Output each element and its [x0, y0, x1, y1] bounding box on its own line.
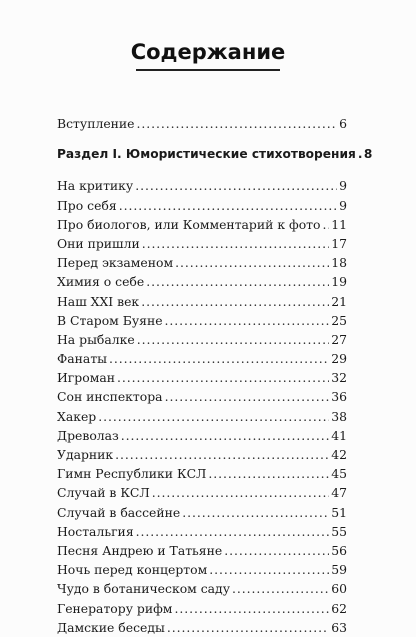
dot-leader — [121, 426, 329, 445]
toc-entry — [57, 234, 347, 253]
toc-entry — [57, 541, 347, 560]
toc-section-page: 8 — [363, 147, 373, 162]
toc-items — [57, 176, 347, 637]
dot-leader — [174, 599, 329, 618]
toc-entry-title: Дамские беседы — [57, 619, 165, 635]
dot-leader — [224, 541, 329, 560]
toc-entry-title: На рыбалке — [57, 331, 135, 347]
toc-entry-page: 47 — [331, 485, 347, 501]
toc-entry — [57, 560, 347, 579]
toc-entry-title: Вступление — [57, 116, 135, 131]
toc-entry-title: Они пришли — [57, 235, 140, 251]
toc-entry-page: 63 — [331, 619, 347, 635]
toc-entry-title: Чудо в ботаническом саду — [57, 581, 230, 597]
toc-entry-title: Ударник — [57, 447, 114, 462]
dot-leader — [322, 215, 329, 234]
toc-entry-page: 9 — [339, 178, 347, 194]
toc-entry — [57, 253, 347, 272]
dot-leader — [142, 234, 330, 253]
table-of-contents — [57, 114, 373, 637]
toc-entry-title: Игроман — [57, 370, 115, 386]
toc-entry-page: 36 — [331, 389, 347, 405]
toc-entry-page: 9 — [339, 197, 347, 213]
toc-entry-title: Ностальгия — [57, 523, 134, 539]
dot-leader — [208, 464, 329, 483]
dot-leader — [115, 445, 329, 464]
page-title: Содержание — [130, 40, 286, 64]
dot-leader — [135, 176, 337, 195]
toc-entry — [57, 368, 347, 387]
toc-entry-title: Генератору рифм — [57, 600, 173, 616]
toc-entry — [57, 349, 347, 368]
toc-entry-page: 42 — [331, 447, 347, 462]
toc-entry-title: Фанаты — [57, 351, 108, 367]
toc-entry-page: 25 — [331, 312, 347, 328]
toc-entry — [57, 522, 347, 541]
toc-entry — [57, 330, 347, 349]
toc-entry — [57, 311, 347, 330]
dot-leader — [117, 368, 329, 387]
toc-entry — [57, 407, 347, 426]
dot-leader — [182, 503, 329, 522]
toc-entry — [57, 176, 347, 195]
toc-entry-page: 32 — [331, 370, 347, 386]
dot-leader — [109, 349, 329, 368]
toc-entry-page: 27 — [331, 331, 347, 347]
toc-entry-page: 59 — [331, 562, 347, 578]
dot-leader — [358, 145, 362, 164]
toc-entry — [57, 599, 347, 618]
toc-entry-page: 11 — [331, 216, 347, 232]
toc-entry-page: 62 — [331, 600, 347, 616]
toc-entry-title: Песня Андрею и Татьяне — [57, 542, 223, 558]
toc-entry-page: 18 — [331, 255, 347, 271]
dot-leader — [141, 292, 329, 311]
toc-entry-page: 19 — [331, 274, 347, 290]
toc-entry — [57, 215, 347, 234]
toc-entry — [57, 426, 347, 445]
toc-entry — [57, 503, 347, 522]
toc-entry-page: 45 — [331, 466, 347, 482]
toc-entry-page: 21 — [331, 293, 347, 309]
dot-leader — [152, 483, 329, 502]
toc-entry-page: 51 — [331, 504, 347, 520]
toc-entry-page: 55 — [331, 523, 347, 539]
toc-entry — [57, 196, 347, 215]
dot-leader — [175, 253, 329, 272]
toc-entry-title: Про биологов, или Комментарий к фото — [57, 216, 321, 232]
toc-entry-title: Гимн Республики КСЛ — [57, 466, 207, 482]
toc-section-title: Раздел I. Юмористические стихотворения — [57, 147, 356, 162]
toc-section-heading — [57, 145, 373, 164]
dot-leader — [136, 522, 330, 541]
toc-entry — [57, 445, 347, 464]
toc-entry — [57, 579, 347, 598]
toc-entry-title: На критику — [57, 178, 134, 194]
dot-leader — [137, 114, 338, 133]
toc-entry-title: Химия о себе — [57, 274, 145, 290]
toc-entry — [57, 483, 347, 502]
dot-leader — [209, 560, 329, 579]
dot-leader — [119, 196, 337, 215]
toc-entry — [57, 387, 347, 406]
dot-leader — [232, 579, 329, 598]
toc-entry — [57, 272, 347, 291]
toc-entry-title: Случай в КСЛ — [57, 485, 150, 501]
toc-entry-page: 38 — [331, 408, 347, 424]
toc-entry-title: Наш XXI век — [57, 293, 140, 309]
toc-entry-title: Перед экзаменом — [57, 255, 174, 271]
toc-entry-title: Хакер — [57, 408, 97, 424]
dot-leader — [146, 272, 329, 291]
title-underline — [136, 69, 280, 71]
dot-leader — [98, 407, 329, 426]
toc-entry-page: 6 — [339, 116, 347, 131]
toc-entry-page: 41 — [331, 427, 347, 443]
dot-leader — [137, 330, 329, 349]
toc-entry-page: 60 — [331, 581, 347, 597]
toc-entry-title: Про себя — [57, 197, 117, 213]
dot-leader — [165, 311, 330, 330]
toc-entry-intro — [57, 114, 347, 133]
toc-entry-title: В Старом Буяне — [57, 312, 163, 328]
toc-entry-title: Случай в бассейне — [57, 504, 181, 520]
toc-entry-page: 29 — [331, 351, 347, 367]
toc-entry-title: Древолаз — [57, 427, 119, 443]
toc-entry-title: Ночь перед концертом — [57, 562, 208, 578]
toc-entry-page: 17 — [331, 235, 347, 251]
dot-leader — [165, 387, 330, 406]
toc-entry-page: 56 — [331, 542, 347, 558]
toc-entry — [57, 464, 347, 483]
toc-entry-title: Сон инспектора — [57, 389, 163, 405]
toc-entry — [57, 292, 347, 311]
